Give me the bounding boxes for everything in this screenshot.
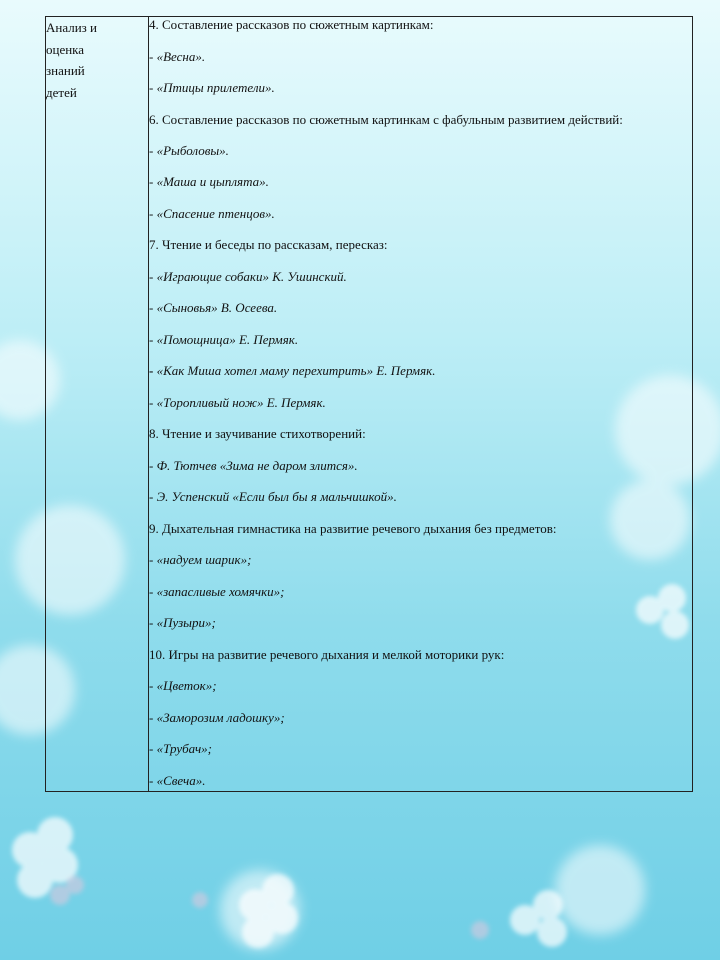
list-item: - «Трубач»;: [149, 741, 212, 756]
list-item: - «Весна».: [149, 48, 206, 64]
list-item: - «Играющие собаки» К. Ушинский.: [149, 268, 347, 284]
list-item: - «Пузыри»;: [149, 615, 216, 630]
list-item: - Ф. Тютчев «Зима не даром злится».: [149, 457, 358, 473]
list-heading: 8. Чтение и заучивание стихотворений:: [149, 426, 366, 441]
section-label-cell: [46, 17, 149, 792]
section-label-line: знаний: [46, 63, 85, 78]
list-item: - «Свеча».: [149, 772, 206, 788]
section-label-line: оценка: [46, 41, 85, 57]
section-label-line: Анализ и: [46, 20, 98, 35]
list-heading: 4. Составление рассказов по сюжетным картинкам:: [149, 17, 434, 32]
list-item: - «Сыновья» В. Осеева.: [149, 300, 278, 315]
list-item: - «Как Миша хотел маму перехитрить» Е. Пермяк.: [149, 363, 436, 378]
list-heading: 9. Дыхательная гимнастика на развитие речевого дыхания без предметов:: [149, 520, 557, 536]
list-item: - «надуем шарик»;: [149, 552, 252, 567]
list-heading: 10. Игры на развитие речевого дыхания и мелкой моторики рук:: [149, 646, 505, 662]
table-row: [46, 17, 693, 792]
activities-cell: [149, 17, 693, 792]
list-item: - «Цветок»;: [149, 678, 217, 693]
list-item: - «запасливые хомячки»;: [149, 583, 285, 599]
content-table: [45, 16, 693, 792]
list-item: - Э. Успенский «Если был бы я мальчишкой».: [149, 489, 397, 504]
list-item: - «Заморозим ладошку»;: [149, 709, 285, 725]
list-item: - «Птицы прилетели».: [149, 80, 275, 95]
list-item: - «Маша и цыплята».: [149, 174, 269, 189]
list-heading: 6. Составление рассказов по сюжетным картинкам с фабульным развитием действий:: [149, 111, 623, 127]
list-item: - «Помощница» Е. Пермяк.: [149, 331, 299, 347]
list-item: - «Рыболовы».: [149, 142, 229, 158]
list-heading: 7. Чтение и беседы по рассказам, пересказ:: [149, 237, 388, 252]
section-label-line: детей: [46, 84, 77, 100]
list-item: - «Спасение птенцов».: [149, 205, 275, 221]
list-item: - «Торопливый нож» Е. Пермяк.: [149, 394, 326, 410]
